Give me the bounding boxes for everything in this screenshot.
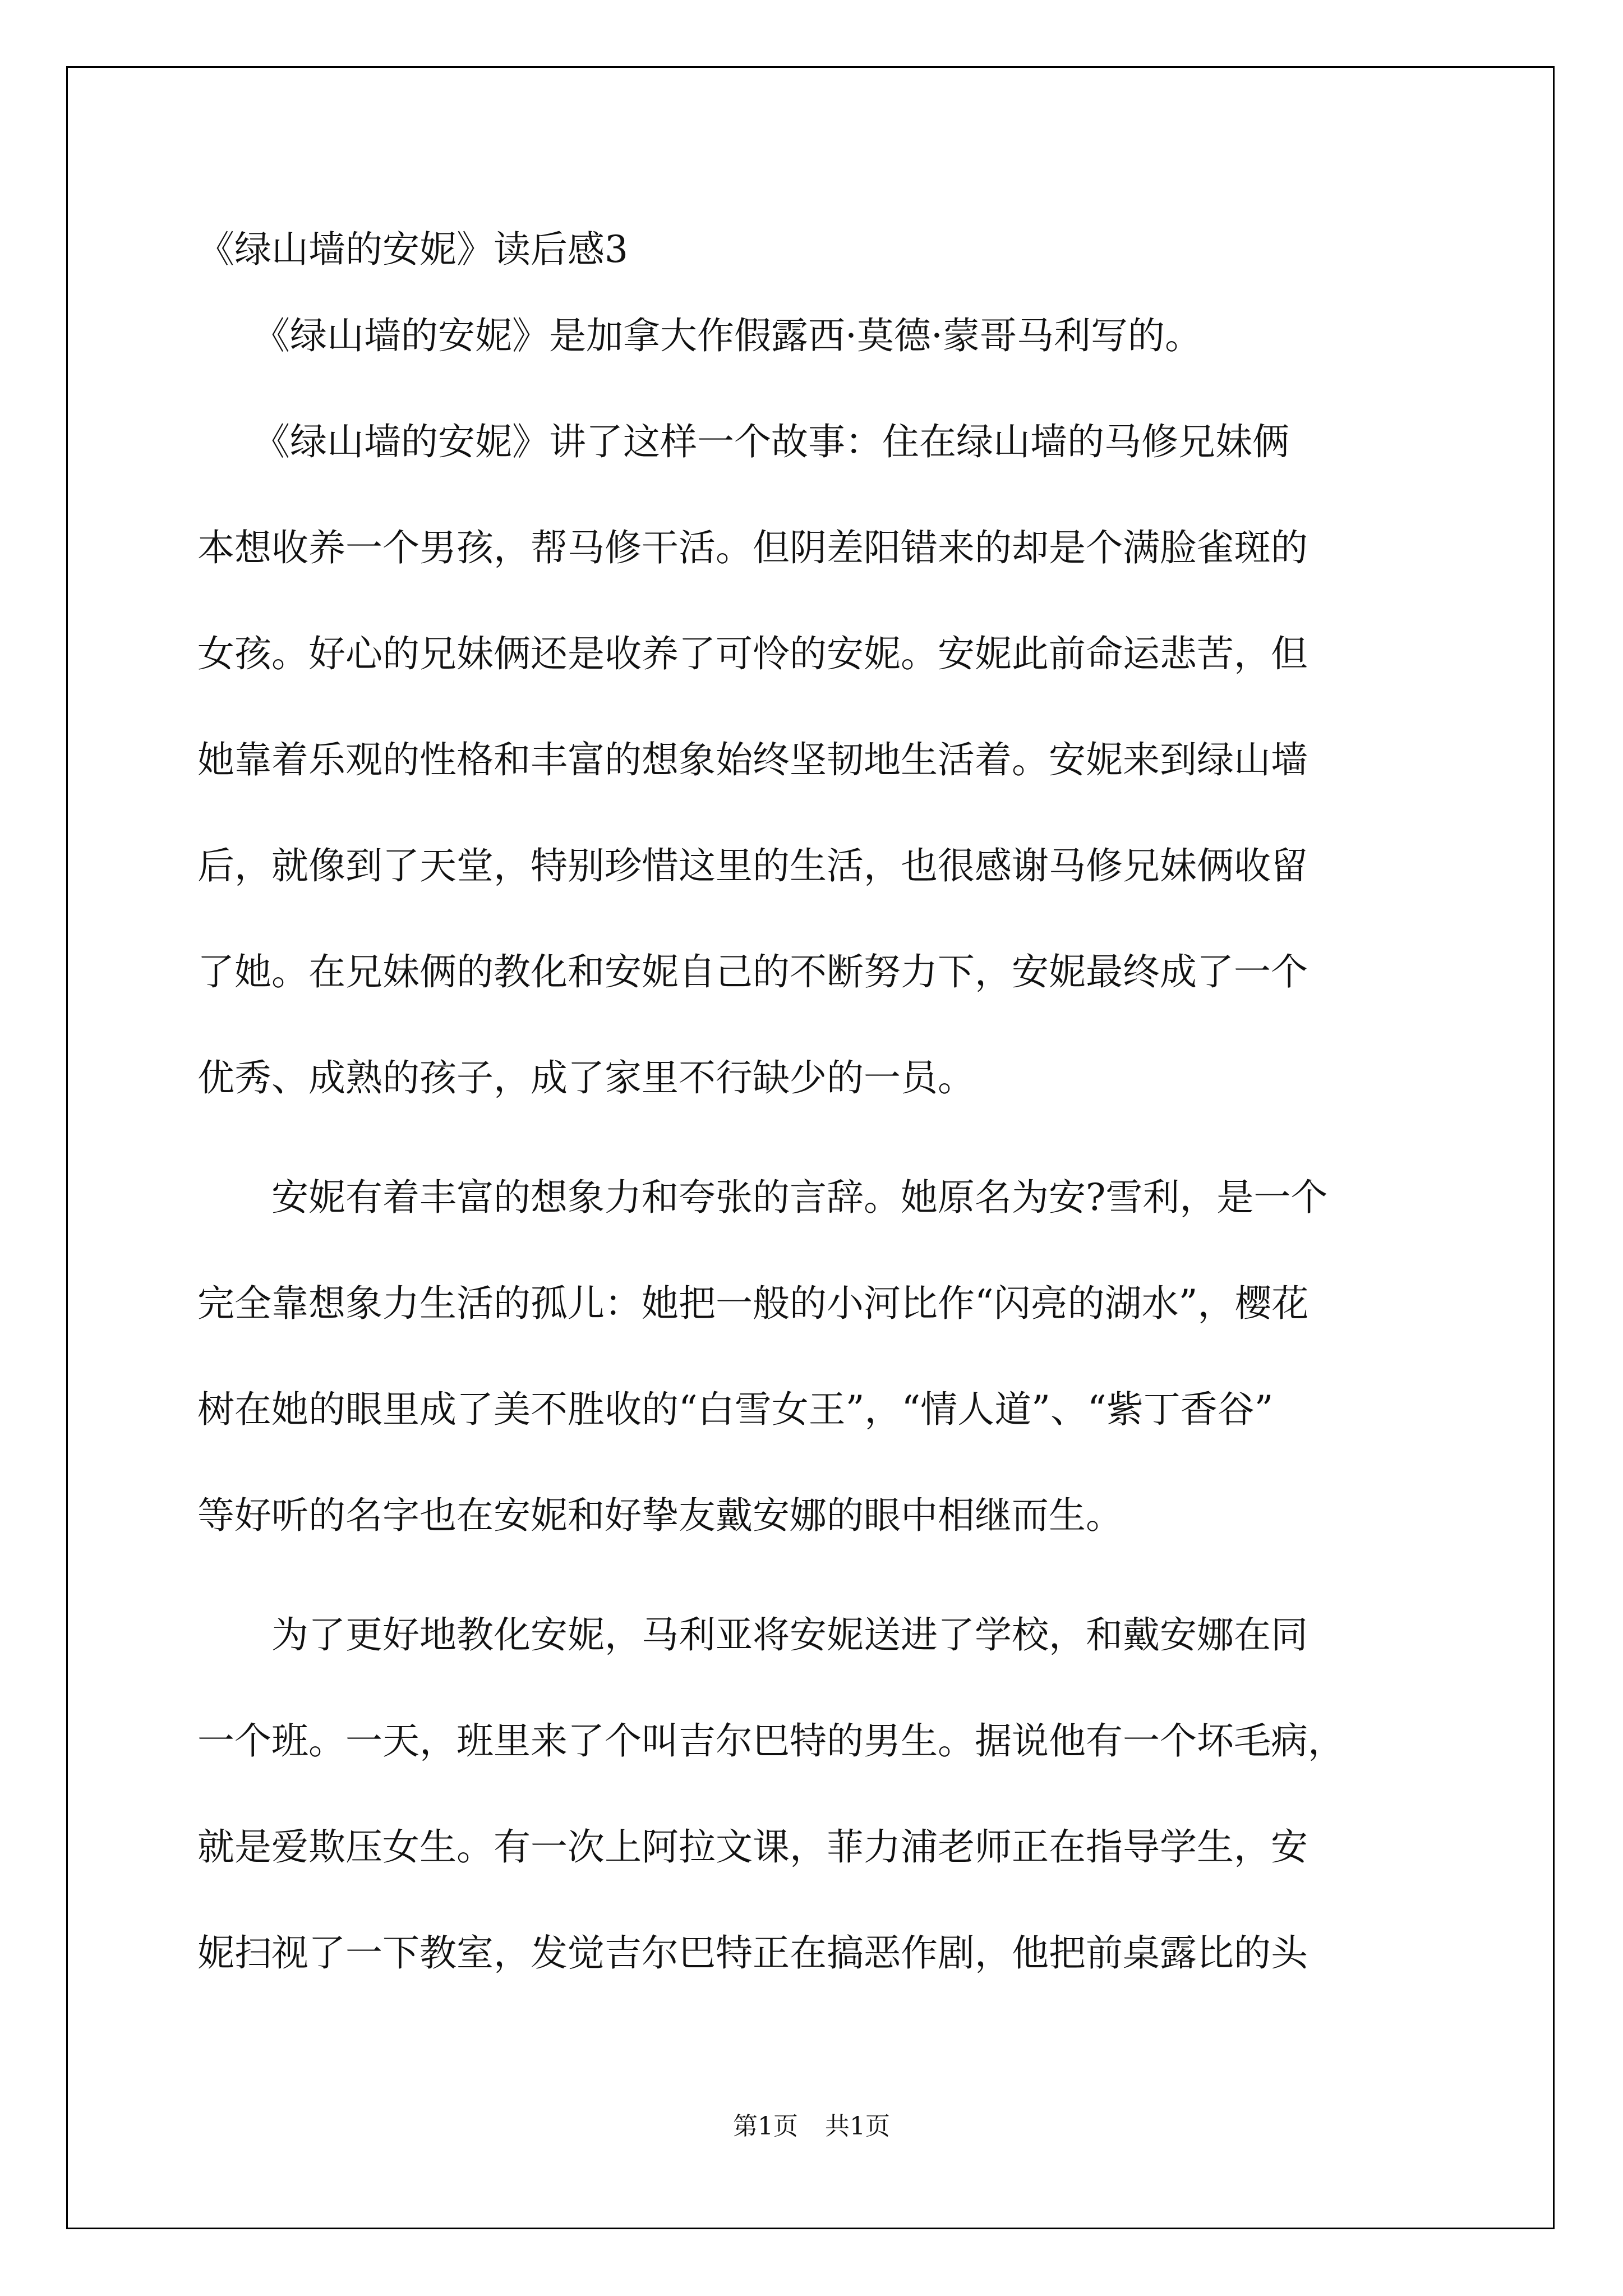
text-line: 安妮有着丰富的想象力和夸张的言辞。她原名为安?雪利，是一个 (197, 1176, 1328, 1219)
text-line: 她靠着乐观的性格和丰富的想象始终坚韧地生活着。安妮来到绿山墙 (197, 738, 1308, 781)
text-line: 妮扫视了一下教室，发觉吉尔巴特正在搞恶作剧，他把前桌露比的头 (197, 1931, 1308, 1975)
document-title: 《绿山墙的安妮》读后感3 (197, 228, 628, 271)
text-line: 《绿山墙的安妮》是加拿大作假露西·莫德·蒙哥马利写的。 (197, 314, 1202, 357)
text-line: 树在她的眼里成了美不胜收的“白雪女王”，“情人道”、“紫丁香谷” (197, 1388, 1274, 1431)
page-number-current: 第1页 (733, 2112, 798, 2141)
text-line: 为了更好地教化安妮，马利亚将安妮送进了学校，和戴安娜在同 (197, 1613, 1308, 1657)
text-line: 后，就像到了天堂，特别珍惜这里的生活，也很感谢马修兄妹俩收留 (197, 844, 1308, 887)
text-line: 等好听的名字也在安妮和好挚友戴安娜的眼中相继而生。 (197, 1494, 1123, 1537)
text-line: 女孩。好心的兄妹俩还是收养了可怜的安妮。安妮此前命运悲苦，但 (197, 632, 1308, 675)
text-line: 就是爱欺压女生。有一次上阿拉文课，菲力浦老师正在指导学生，安 (197, 1825, 1308, 1869)
text-line: 一个班。一天，班里来了个叫吉尔巴特的男生。据说他有一个坏毛病， (197, 1719, 1345, 1763)
text-line: 优秀、成熟的孩子，成了家里不行缺少的一员。 (197, 1056, 975, 1099)
page-border (66, 66, 1555, 2229)
page-footer (0, 2114, 1623, 2139)
text-line: 《绿山墙的安妮》讲了这样一个故事：住在绿山墙的马修兄妹俩 (197, 420, 1289, 463)
text-line: 了她。在兄妹俩的教化和安妮自己的不断努力下，安妮最终成了一个 (197, 950, 1308, 993)
page-number-total: 共1页 (825, 2112, 890, 2141)
text-line: 本想收养一个男孩，帮马修干活。但阴差阳错来的却是个满脸雀斑的 (197, 526, 1308, 569)
text-line: 完全靠想象力生活的孤儿：她把一般的小河比作“闪亮的湖水”，樱花 (197, 1282, 1309, 1325)
